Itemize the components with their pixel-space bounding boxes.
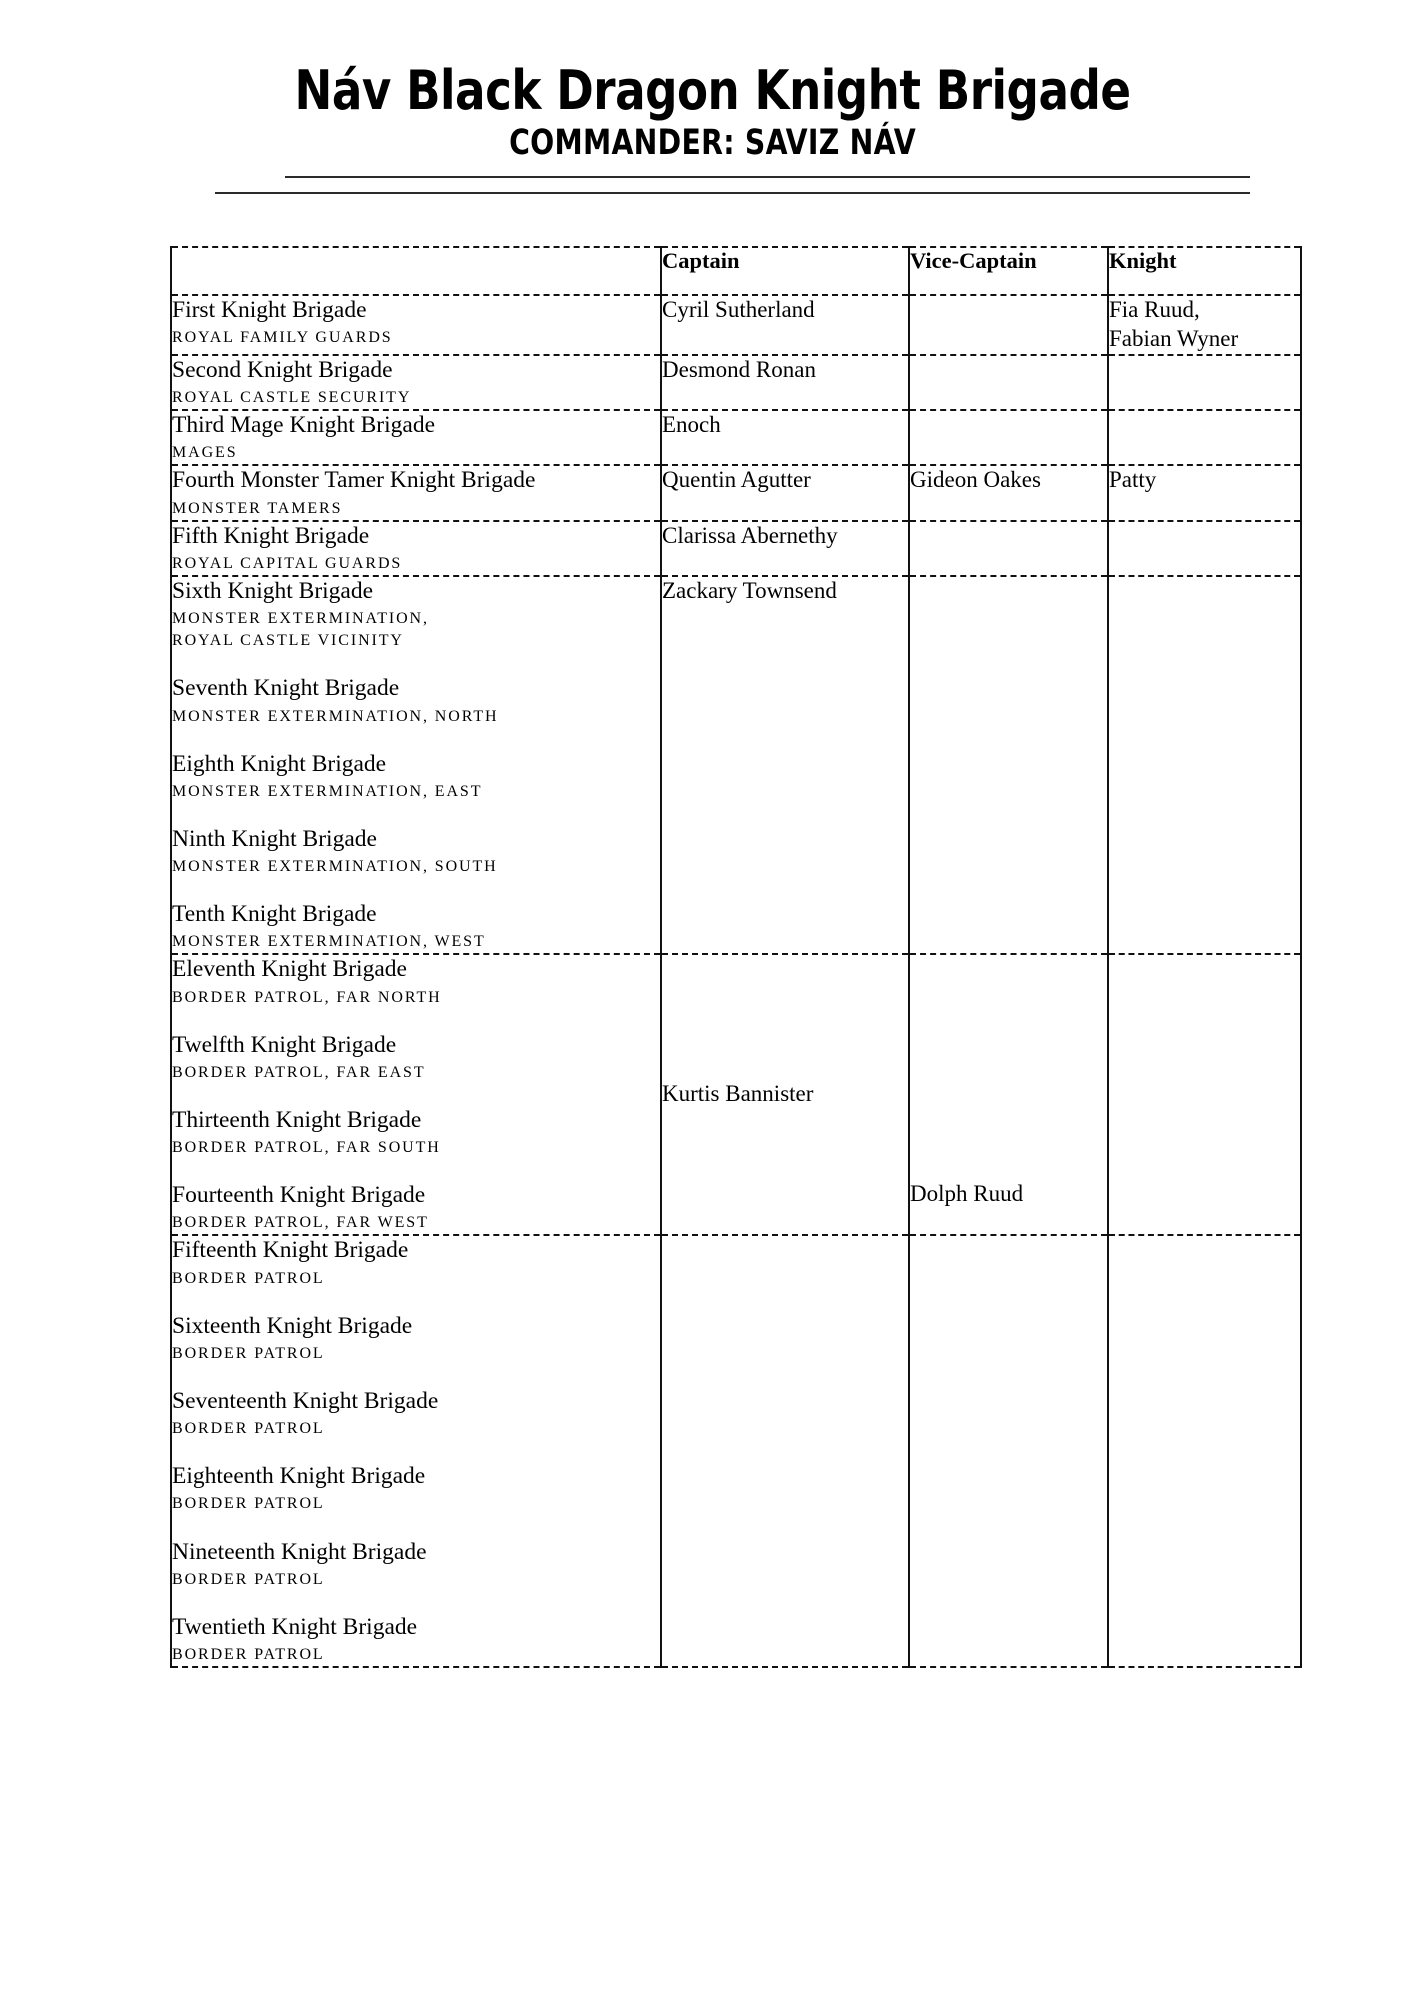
- unit-cell: [171, 295, 661, 355]
- unit-role: BORDER PATROL: [172, 1269, 325, 1287]
- captain-cell: Kurtis Bannister: [661, 954, 909, 1235]
- unit-entry: [172, 825, 660, 878]
- unit-cell: [171, 521, 661, 576]
- table-header-row: [171, 247, 1301, 295]
- unit-cell: [171, 410, 661, 465]
- unit-role: MONSTER EXTERMINATION, SOUTH: [172, 858, 498, 876]
- captain-cell: [661, 1235, 909, 1667]
- captain-cell: Desmond Ronan: [661, 355, 909, 410]
- knight-cell: [1108, 576, 1301, 954]
- table-row: [171, 355, 1301, 410]
- unit-role: BORDER PATROL: [172, 1570, 325, 1588]
- unit-cell: [171, 355, 661, 410]
- column-header-vice-captain: Vice-Captain: [909, 247, 1108, 295]
- knight-cell: [1108, 954, 1301, 1235]
- unit-role-line: MONSTER EXTERMINATION,: [172, 610, 429, 628]
- unit-role: MONSTER TAMERS: [172, 499, 343, 517]
- vice-captain-cell: [909, 295, 1108, 355]
- knight-cell: Patty: [1108, 465, 1301, 520]
- title-block: [0, 0, 1425, 164]
- unit-role: BORDER PATROL, FAR SOUTH: [172, 1139, 441, 1157]
- unit-cell: [171, 576, 661, 954]
- horizontal-rule-upper: [285, 176, 1250, 178]
- unit-entry: [172, 1236, 660, 1289]
- unit-entry: [172, 750, 660, 803]
- unit-role: BORDER PATROL: [172, 1645, 325, 1663]
- unit-role: MAGES: [172, 444, 238, 462]
- column-header-unit: [171, 247, 661, 295]
- horizontal-rule-lower: [215, 192, 1250, 194]
- roster-table-wrapper: [170, 246, 1300, 1668]
- unit-entry: [172, 674, 660, 727]
- unit-entry: [172, 1462, 660, 1515]
- unit-entry: [172, 522, 660, 575]
- table-row: [171, 521, 1301, 576]
- unit-name: First Knight Brigade: [172, 297, 367, 323]
- commander-subtitle: COMMANDER: SAVIZ NÁV: [509, 123, 916, 164]
- captain-cell: Cyril Sutherland: [661, 295, 909, 355]
- knight-cell: [1108, 355, 1301, 410]
- unit-entry: [172, 900, 660, 953]
- unit-name: Thirteenth Knight Brigade: [172, 1106, 422, 1133]
- unit-entry: [172, 411, 660, 464]
- unit-name: Sixteenth Knight Brigade: [172, 1312, 413, 1339]
- unit-name: Twelfth Knight Brigade: [172, 1031, 397, 1058]
- unit-name: Ninth Knight Brigade: [172, 825, 377, 852]
- unit-name: Tenth Knight Brigade: [172, 901, 377, 928]
- unit-role: MONSTER EXTERMINATION, NORTH: [172, 707, 499, 725]
- unit-name: Twentieth Knight Brigade: [172, 1613, 418, 1640]
- column-header-captain: Captain: [661, 247, 909, 295]
- unit-role: [172, 608, 660, 652]
- unit-name: Eighteenth Knight Brigade: [172, 1463, 426, 1490]
- unit-role: BORDER PATROL: [172, 1420, 325, 1438]
- unit-entry: [172, 1031, 660, 1084]
- table-row: [171, 295, 1301, 355]
- captain-cell: Enoch: [661, 410, 909, 465]
- captain-cell: Zackary Townsend: [661, 576, 909, 954]
- unit-role: BORDER PATROL: [172, 1495, 325, 1513]
- unit-name: Eleventh Knight Brigade: [172, 956, 407, 983]
- unit-cell: [171, 465, 661, 520]
- table-row: [171, 954, 1301, 1235]
- unit-entry: [172, 1613, 660, 1666]
- unit-entry: [172, 1106, 660, 1159]
- captain-cell: Quentin Agutter: [661, 465, 909, 520]
- unit-entry: [172, 955, 660, 1008]
- unit-role: ROYAL FAMILY GUARDS: [172, 329, 393, 347]
- unit-role-line: ROYAL CASTLE VICINITY: [172, 632, 404, 650]
- roster-table: [170, 246, 1302, 1668]
- table-body: [171, 295, 1301, 1667]
- knight-cell: [1108, 1235, 1301, 1667]
- vice-captain-cell: [909, 355, 1108, 410]
- column-header-knight: Knight: [1108, 247, 1301, 295]
- table-row: [171, 465, 1301, 520]
- unit-name: Nineteenth Knight Brigade: [172, 1538, 427, 1565]
- vice-captain-cell: [909, 410, 1108, 465]
- unit-entry: [172, 296, 660, 349]
- unit-role: BORDER PATROL, FAR NORTH: [172, 988, 442, 1006]
- unit-name: Seventeenth Knight Brigade: [172, 1388, 439, 1414]
- table-row: [171, 576, 1301, 954]
- unit-entry: [172, 1387, 660, 1440]
- title-rules: [0, 164, 1425, 202]
- unit-name: Fifth Knight Brigade: [172, 522, 370, 549]
- unit-role: MONSTER EXTERMINATION, WEST: [172, 933, 486, 951]
- unit-name: Sixth Knight Brigade: [172, 578, 374, 604]
- unit-role: BORDER PATROL: [172, 1344, 325, 1362]
- vice-captain-cell: Gideon Oakes: [909, 465, 1108, 520]
- unit-entry: [172, 1538, 660, 1591]
- unit-cell: [171, 1235, 661, 1667]
- page-title: Náv Black Dragon Knight Brigade: [294, 59, 1131, 122]
- vice-captain-cell: [909, 1235, 1108, 1667]
- knight-cell: [1108, 295, 1301, 355]
- vice-captain-cell: Dolph Ruud: [909, 954, 1108, 1235]
- unit-role: BORDER PATROL, FAR EAST: [172, 1063, 426, 1081]
- table-header: [171, 247, 1301, 295]
- knight-name: Fabian Wyner: [1109, 325, 1239, 351]
- vice-captain-cell: [909, 521, 1108, 576]
- unit-name: Fourteenth Knight Brigade: [172, 1182, 426, 1209]
- unit-entry: [172, 356, 660, 409]
- unit-name: Fourth Monster Tamer Knight Brigade: [172, 467, 536, 494]
- captain-cell: Clarissa Abernethy: [661, 521, 909, 576]
- unit-entry: [172, 577, 660, 652]
- unit-entry: [172, 1312, 660, 1365]
- vice-captain-cell: [909, 576, 1108, 954]
- unit-role: MONSTER EXTERMINATION, EAST: [172, 782, 483, 800]
- table-row: [171, 410, 1301, 465]
- unit-name: Second Knight Brigade: [172, 356, 393, 383]
- unit-name: Eighth Knight Brigade: [172, 750, 387, 777]
- knight-cell: [1108, 521, 1301, 576]
- table-row: [171, 1235, 1301, 1667]
- unit-name: Third Mage Knight Brigade: [172, 412, 436, 439]
- unit-entry: [172, 466, 660, 519]
- unit-role: ROYAL CAPITAL GUARDS: [172, 554, 403, 572]
- unit-entry: [172, 1181, 660, 1234]
- unit-name: Fifteenth Knight Brigade: [172, 1237, 409, 1264]
- unit-role: ROYAL CASTLE SECURITY: [172, 389, 412, 407]
- unit-name: Seventh Knight Brigade: [172, 675, 400, 702]
- unit-role: BORDER PATROL, FAR WEST: [172, 1214, 429, 1232]
- unit-cell: [171, 954, 661, 1235]
- knight-name: Fia Ruud,: [1109, 297, 1200, 322]
- knight-cell: [1108, 410, 1301, 465]
